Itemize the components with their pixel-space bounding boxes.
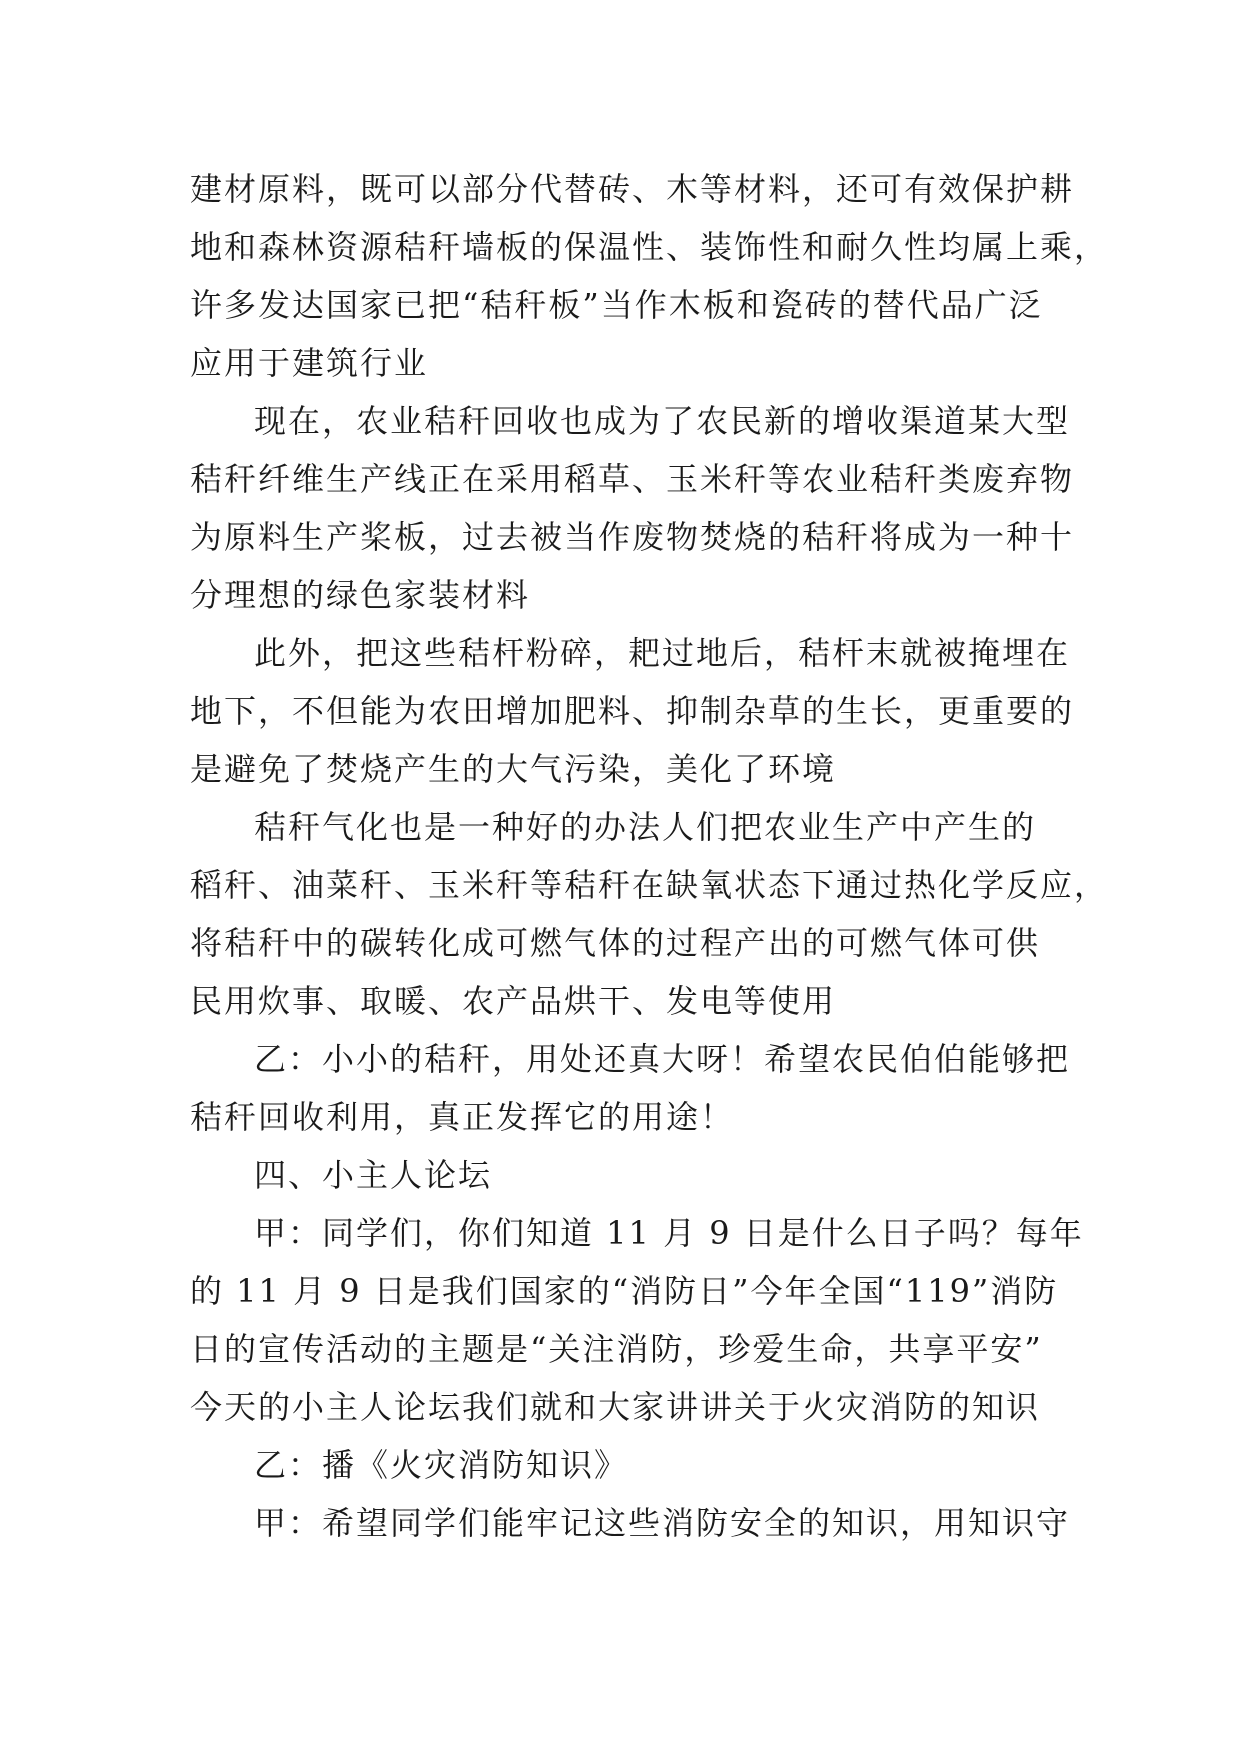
text-line: 秸秆纤维生产线正在采用稻草、玉米秆等农业秸秆类废弃物 (190, 460, 1075, 498)
text-line: 民用炊事、取暖、农产品烘干、发电等使用 (190, 982, 837, 1020)
text-line: 甲：希望同学们能牢记这些消防安全的知识，用知识守 (254, 1504, 1071, 1542)
text-line: 地下，不但能为农田增加肥料、抑制杂草的生长，更重要的 (190, 692, 1075, 730)
document-body (190, 160, 1109, 1552)
text-line: 秸秆气化也是一种好的办法人们把农业生产中产生的 (254, 808, 1037, 846)
text-line: 现在，农业秸秆回收也成为了农民新的增收渠道某大型 (254, 402, 1071, 440)
text-line: 此外，把这些秸杆粉碎，耙过地后，秸杆末就被掩埋在 (254, 634, 1071, 672)
text-line: 建材原料，既可以部分代替砖、木等材料，还可有效保护耕 (190, 170, 1075, 208)
text-line: 地和森林资源秸秆墙板的保温性、装饰性和耐久性均属上乘， (190, 228, 1109, 266)
text-line: 秸秆回收利用，真正发挥它的用途！ (190, 1098, 735, 1136)
text-line: 的 11 月 9 日是我们国家的“消防日”今年全国“119”消防 (190, 1272, 1059, 1310)
section-heading: 四、小主人论坛 (254, 1156, 493, 1194)
text-line: 乙：小小的秸秆，用处还真大呀！希望农民伯伯能够把 (254, 1040, 1071, 1078)
text-line: 许多发达国家已把“秸秆板”当作木板和瓷砖的替代品广泛 (190, 286, 1043, 324)
text-line: 分理想的绿色家装材料 (190, 576, 531, 614)
text-line: 日的宣传活动的主题是“关注消防，珍爱生命，共享平安” (190, 1330, 1043, 1368)
text-line: 稻秆、油菜秆、玉米秆等秸秆在缺氧状态下通过热化学反应， (190, 866, 1109, 904)
text-line: 甲：同学们，你们知道 11 月 9 日是什么日子吗？每年 (254, 1214, 1084, 1252)
text-line: 是避免了焚烧产生的大气污染，美化了环境 (190, 750, 837, 788)
text-line: 为原料生产桨板，过去被当作废物焚烧的秸秆将成为一种十 (190, 518, 1075, 556)
text-line: 应用于建筑行业 (190, 344, 429, 382)
text-line: 将秸秆中的碳转化成可燃气体的过程产出的可燃气体可供 (190, 924, 1041, 962)
text-line: 乙：播《火灾消防知识》 (254, 1446, 629, 1484)
text-line: 今天的小主人论坛我们就和大家讲讲关于火灾消防的知识 (190, 1388, 1041, 1426)
